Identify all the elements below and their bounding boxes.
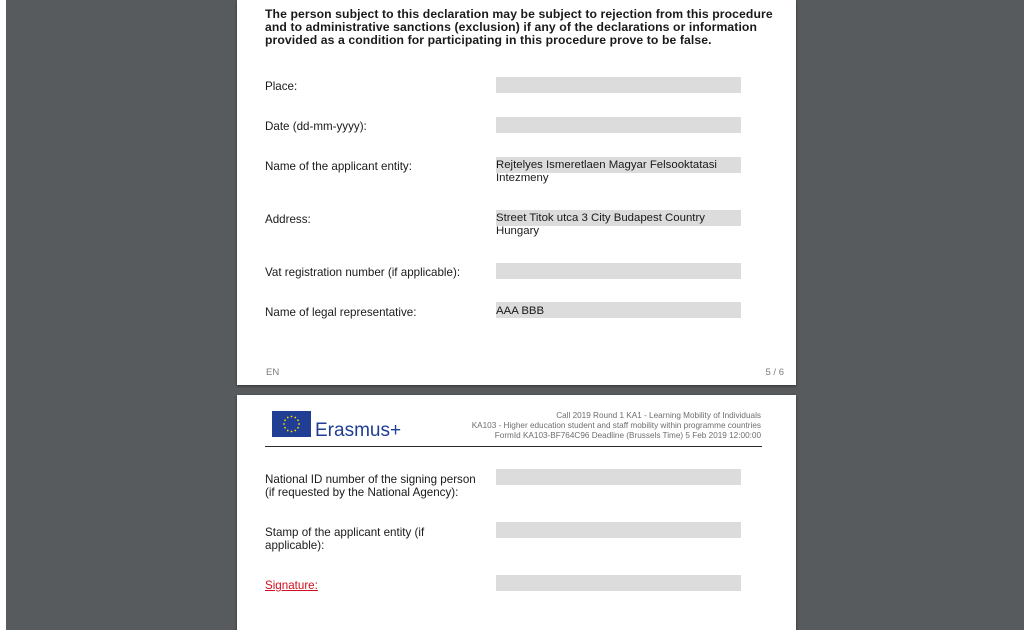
eu-star-icon [294, 417, 296, 419]
vat-label: Vat registration number (if applicable): [265, 266, 461, 279]
erasmus-plus-text: Erasmus+ [315, 420, 402, 441]
pdf-page-5 [237, 0, 796, 385]
footer-language: EN [266, 367, 280, 378]
date-label: Date (dd-mm-yyyy): [265, 120, 367, 133]
signature-field[interactable] [496, 575, 741, 591]
address-value: Street Titok utca 3 City Budapest Country Hungary [496, 212, 705, 238]
eu-star-icon [297, 427, 299, 429]
call-info-line: Call 2019 Round 1 KA1 - Learning Mobility of Individuals [556, 411, 761, 420]
erasmus-logo [272, 411, 402, 441]
call-info-line: KA103 - Higher education student and staff mobility within programme countries [471, 421, 761, 431]
eu-star-icon [287, 417, 289, 419]
footer-page-number: 5 / 6 [765, 367, 784, 378]
eu-star-icon [291, 416, 293, 418]
eu-star-icon [298, 423, 300, 425]
stamp-label: Stamp of the applicant entity (if applicable): [265, 526, 425, 552]
eu-star-icon [297, 419, 299, 421]
stamp-field[interactable] [496, 522, 741, 538]
vat-field[interactable] [496, 263, 741, 279]
eu-star-icon [291, 431, 293, 433]
national-id-field[interactable] [496, 469, 741, 485]
applicant-entity-label: Name of the applicant entity: [265, 160, 412, 173]
applicant-entity-value: Rejtelyes Ismeretlaen Magyar Felsooktatasi Intezmeny [496, 159, 717, 185]
eu-star-icon [284, 419, 286, 421]
place-field[interactable] [496, 77, 741, 93]
legal-representative-label: Name of legal representative: [265, 306, 417, 319]
pdf-page-6 [237, 395, 796, 630]
national-id-label: National ID number of the signing person (if requested by the National Agency): [265, 473, 476, 499]
place-label: Place: [265, 80, 298, 93]
eu-flag-icon [272, 411, 311, 437]
eu-star-icon [283, 423, 285, 425]
declaration-warning: The person subject to this declaration may be subject to rejection from this procedure and to administrative sanctions (exclusion) if any of the declarations or information provided as a condition for participating in this procedure prove to be false. [265, 7, 773, 48]
call-info-line: FormId KA103-BF764C96 Deadline (Brussels Time) 5 Feb 2019 12:00:00 [494, 431, 761, 441]
legal-representative-value: AAA BBB [496, 305, 545, 317]
call-info [441, 411, 761, 442]
date-field[interactable] [496, 117, 741, 133]
eu-star-icon [287, 430, 289, 432]
eu-star-icon [294, 430, 296, 432]
address-label: Address: [265, 213, 311, 226]
signature-label: Signature: [265, 579, 318, 592]
header-divider [265, 446, 762, 447]
eu-star-icon [284, 427, 286, 429]
